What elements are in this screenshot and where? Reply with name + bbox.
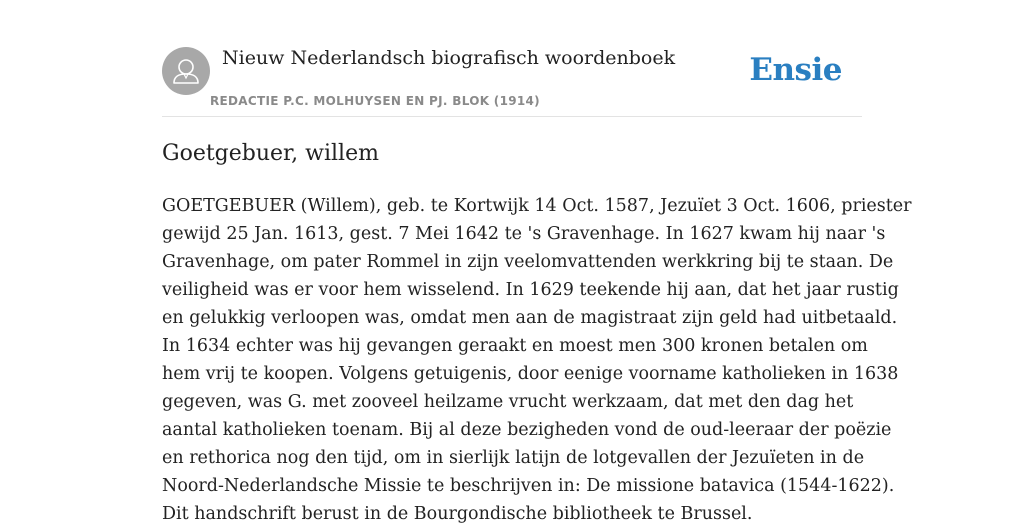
entry-body-line: en gelukkig verloopen was, omdat men aan de magistraat zijn geld had uitbetaald.	[162, 308, 898, 328]
entry-body-line: gewijd 25 Jan. 1613, gest. 7 Mei 1642 te 's Gravenhage. In 1627 kwam hij naar 's	[162, 224, 886, 244]
entry-body-line: GOETGEBUER (Willem), geb. te Kortwijk 14 Oct. 1587, Jezuïet 3 Oct. 1606, priester	[162, 196, 912, 216]
entry-body-line: en rethorica nog den tijd, om in sierlijk latijn de lotgevallen der Jezuïeten in de	[162, 448, 865, 468]
brand-logo[interactable]: Ensie	[749, 52, 842, 88]
header	[162, 46, 862, 117]
entry-body-line: gegeven, was G. met zooveel heilzame vrucht werkzaam, dat met den dag het	[162, 392, 854, 412]
entry-body-line: aantal katholieken toenam. Bij al deze bezigheden vond de oud-leeraar der poëzie	[162, 420, 892, 440]
entry-title: Goetgebuer, willem	[162, 141, 379, 166]
entry-body-line: In 1634 echter was hij gevangen geraakt en moest men 300 kronen betalen om	[162, 336, 868, 356]
book-editors: REDACTIE P.C. MOLHUYSEN EN PJ. BLOK (1914)	[210, 94, 540, 108]
entry-body	[162, 192, 912, 528]
entry-body-line: Dit handschrift berust in de Bourgondische bibliotheek te Brussel.	[162, 504, 753, 524]
entry-body-line: veiligheid was er voor hem wisselend. In 1629 teekende hij aan, dat het jaar rustig	[162, 280, 899, 300]
entry-body-line: Gravenhage, om pater Rommel in zijn veelomvattenden werkkring bij te staan. De	[162, 252, 894, 272]
book-title[interactable]: Nieuw Nederlandsch biografisch woordenboek	[222, 47, 676, 69]
user-icon[interactable]	[162, 47, 210, 95]
entry-body-line: Noord-Nederlandsche Missie te beschrijven in: De missione batavica (1544-1622).	[162, 476, 895, 496]
entry-body-line: hem vrij te koopen. Volgens getuigenis, door eenige voorname katholieken in 1638	[162, 364, 899, 384]
